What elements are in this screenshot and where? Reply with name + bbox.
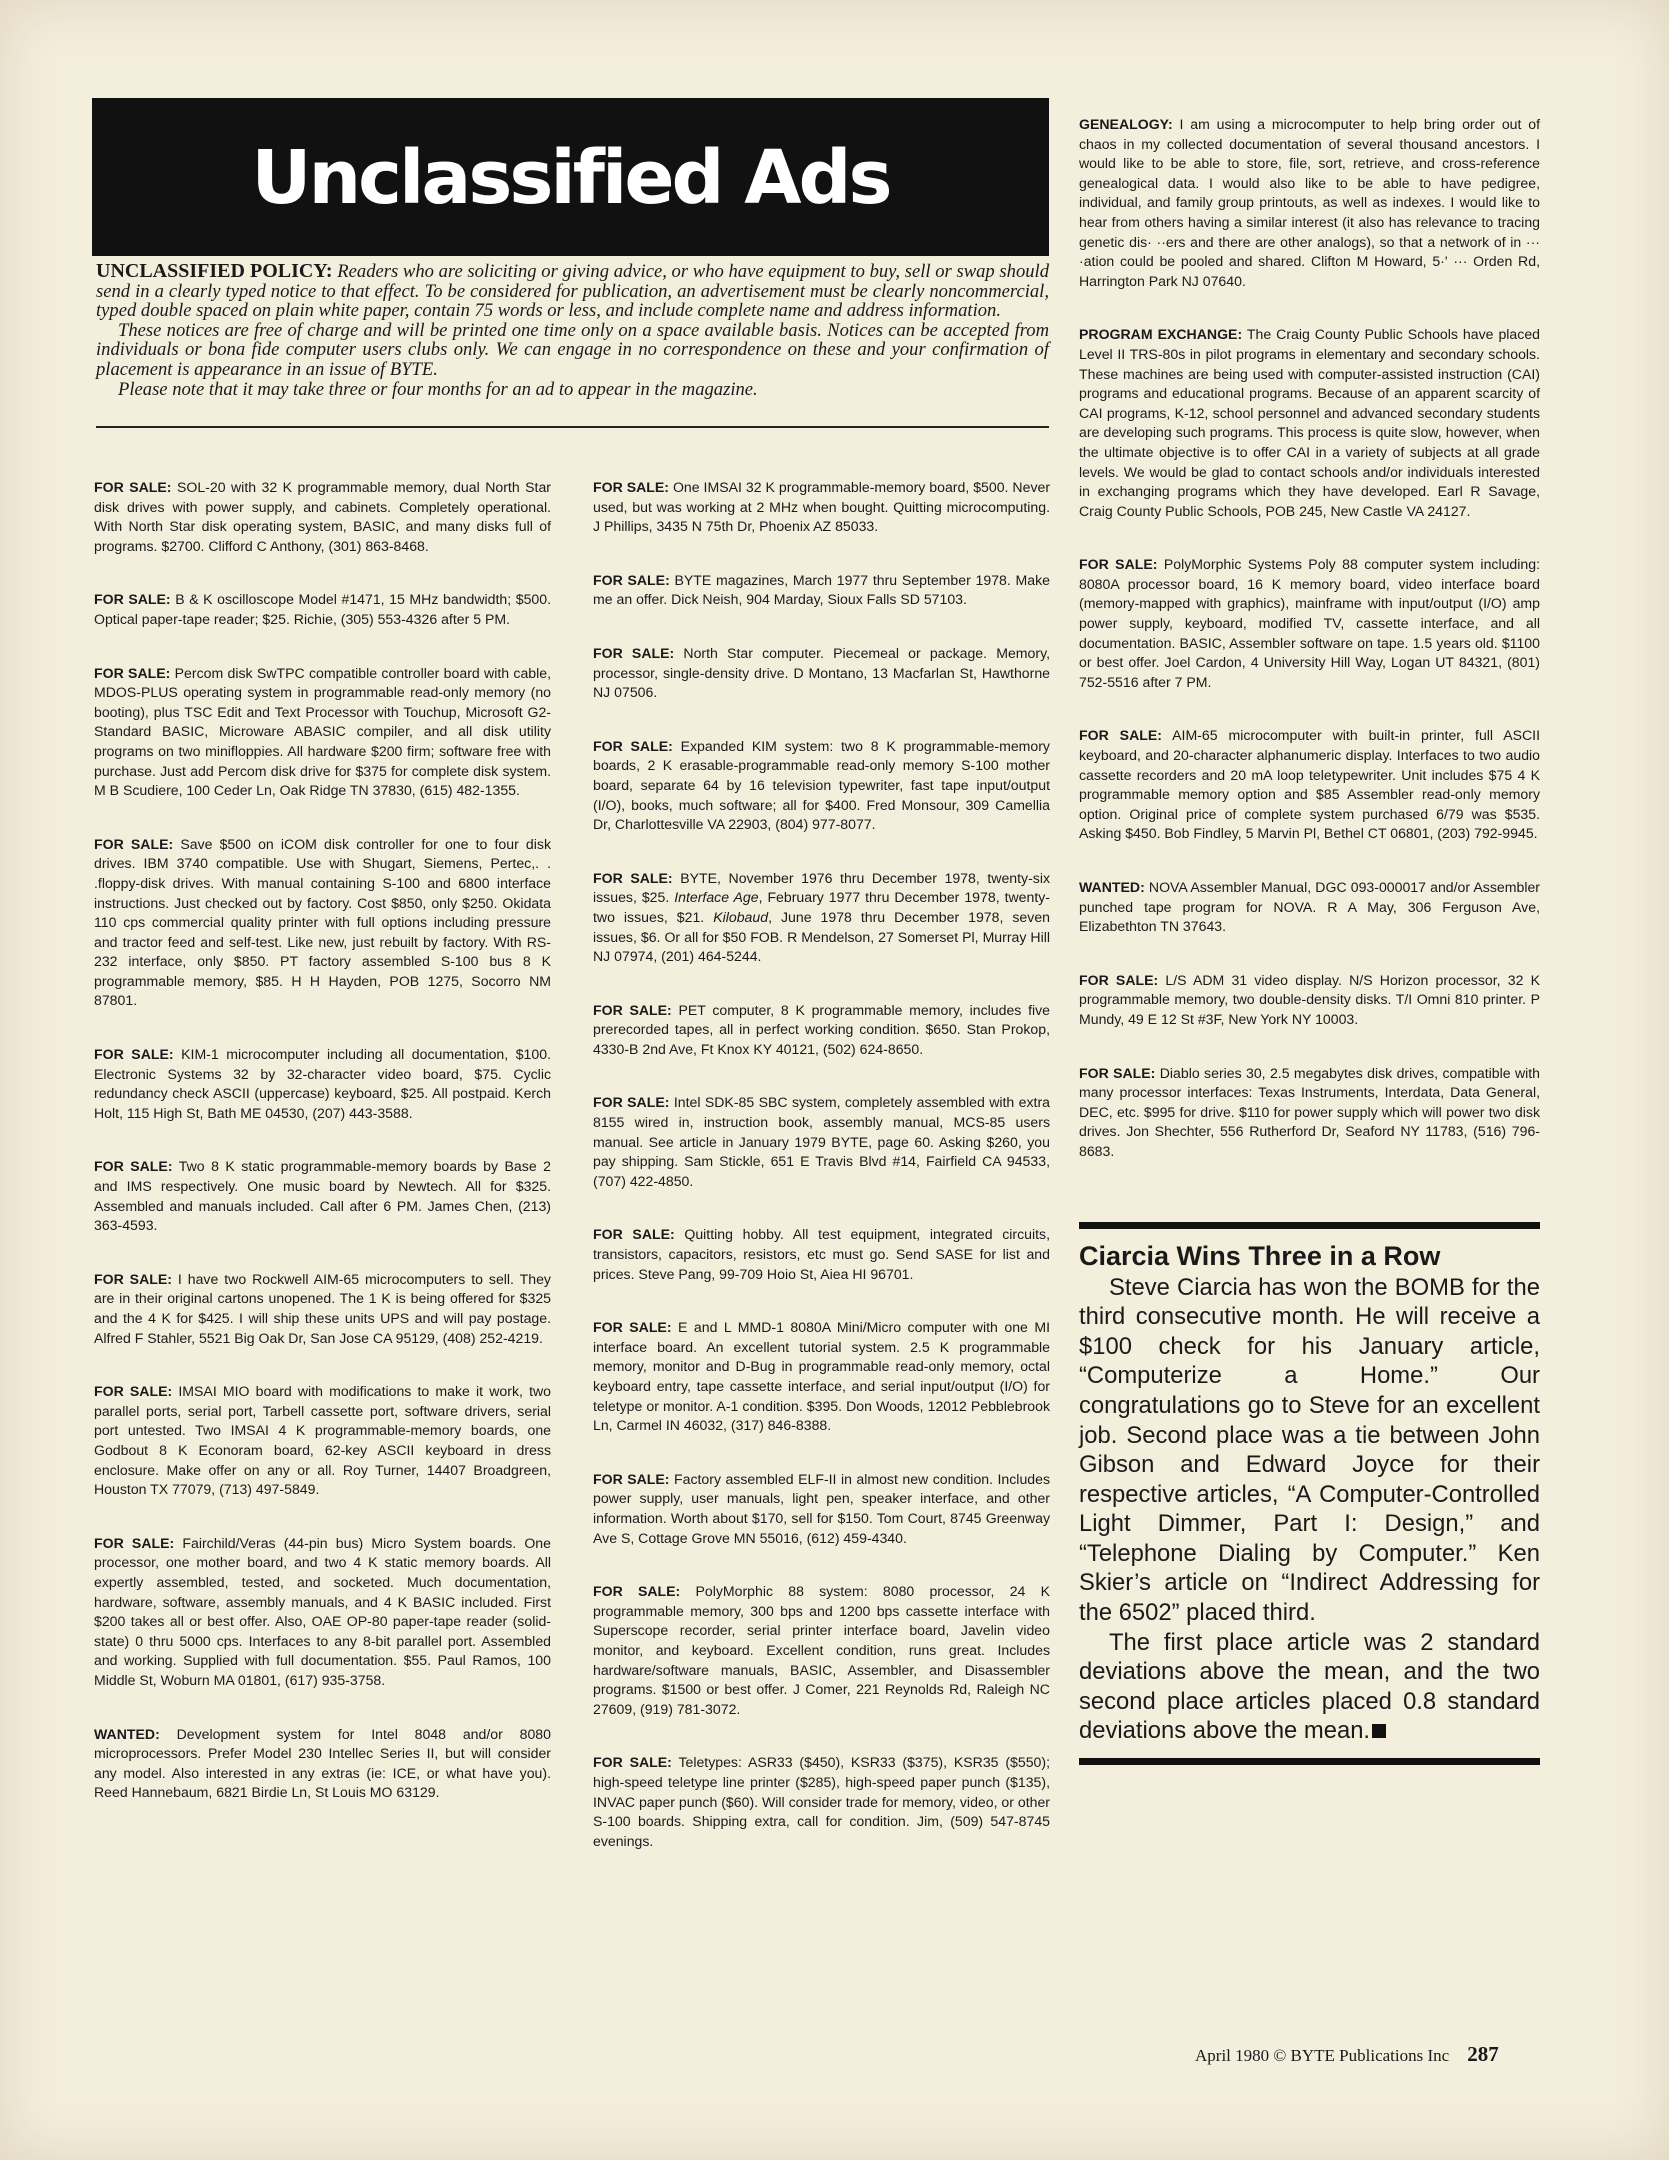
ad-item — [94, 590, 551, 629]
ad-text: KIM-1 microcomputer including all documentation, $100. Electronic Systems 32 by 32-character video board, $75. Cyclic redundancy check ASCII (uppercase) keyboard, $25. All postpaid. Kerch Holt, 115 High St, Bath ME 04530, (207) 443-3588. — [94, 1046, 551, 1121]
ads-column-1 — [94, 478, 551, 1803]
ad-item — [593, 478, 1050, 537]
ad-item — [94, 664, 551, 801]
box-bottom-rule — [1079, 1758, 1540, 1765]
ad-heading: FOR SALE: — [593, 737, 673, 754]
ad-item — [1079, 1064, 1540, 1162]
ad-heading: FOR SALE: — [94, 591, 171, 608]
ad-text: PolyMorphic Systems Poly 88 computer system including: 8080A processor board, 16 K memory board, video interface board (memory-mapped with graphics), mainframe with input/output (I/O) amp power supply, keyboard, modified TV, cassette interface, and all documentation. BASIC, Assembler software on tape. 1.5 years old. $1100 or best offer. Joel Cardon, 4 University Hill Way, Logan UT 84321, (801) 752-5516 after 7 PM. — [1079, 556, 1540, 690]
ad-text: IMSAI MIO board with modifications to make it work, two parallel ports, serial port, Tarbell cassette port, software drivers, serial port untested. Two IMSAI 4 K programmable-memory boards, one Godbout 8 K Econoram board, 62-key ASCII keyboard in dress enclosure. Make offer on any or all. Roy Turner, 14407 Broadgreen, Houston TX 77079, (713) 497-5849. — [94, 1383, 552, 1498]
ad-item — [593, 869, 1050, 967]
ad-text: Two 8 K static programmable-memory boards by Base 2 and IMS respectively. One music board by Newtech. All for $325. Assembled and manuals included. Call after 6 PM. James Chen, (213) 363-4593. — [94, 1158, 551, 1234]
ad-heading: FOR SALE: — [593, 1094, 670, 1111]
ad-heading: PROGRAM EXCHANGE: — [1079, 326, 1243, 343]
ad-heading: FOR SALE: — [94, 1158, 173, 1175]
ad-heading: WANTED: — [94, 1725, 160, 1742]
ad-heading: FOR SALE: — [593, 1319, 672, 1336]
ad-heading: FOR SALE: — [593, 869, 673, 886]
ad-text: North Star computer. Piecemeal or package. Memory, processor, single-density drive. D Montano, 13 Macfarlan St, Hawthorne NJ 07506. — [593, 644, 1050, 701]
ad-text: L/S ADM 31 video display. N/S Horizon processor, 32 K programmable memory, two double-density disks. T/I Omni 810 printer. P Mundy, 49 E 12 St #3F, New York NY 10003. — [1079, 971, 1540, 1027]
ads-column-3 — [1079, 115, 1540, 1765]
ad-item — [593, 1093, 1050, 1191]
policy-divider — [96, 426, 1049, 428]
ad-item — [593, 1225, 1050, 1284]
ad-heading: FOR SALE: — [1079, 971, 1159, 988]
page-number: 287 — [1467, 2042, 1499, 2066]
ad-text: One IMSAI 32 K programmable-memory board, $500. Never used, but was working at 2 MHz when bought. Quitting microcomputing. J Phillips, 3435 N 75th Dr, Phoenix AZ 85033. — [593, 479, 1051, 535]
ad-text: Quitting hobby. All test equipment, integrated circuits, transistors, capacitors, resistors, etc must go. Send SASE for list and prices. Steve Pang, 99-709 Hoio St, Aiea HI 96701. — [593, 1226, 1050, 1282]
ad-text: AIM-65 microcomputer with built-in printer, full ASCII keyboard, and 20-character alphanumeric display. Interfaces to two audio cassette recorders and 20 mA loop teletypewriter. Unit includes $75 4 K programmable memory option and $85 Assembler read-only memory option. Original price of complete system purchased 6/79 was $535. Asking $450. Bob Findley, 5 Marvin Pl, Bethel CT 06801, (203) 792-9945. — [1079, 727, 1541, 842]
ad-text: Save $500 on iCOM disk controller for one to four disk drives. IBM 3740 compatible. Use with Shugart, Siemens, Pertec,. . .floppy-disk drives. With manual containing S-100 and 6800 interface instructions. Just checked out by factory. Cost $850, only $250. Okidata 110 cps commercial quality printer with full options including pressure and tractor feed and self-test. Like new, just rebuilt by factory. With RS-232 interface, only $850. PT factory assembled S-100 bus 8 K programmable memory, $85. H H Hayden, POB 1275, Socorro NM 87801. — [94, 835, 551, 1009]
ad-text: BYTE, November 1976 thru December 1978, twenty-six issues, $25. — [593, 869, 1051, 906]
ad-item — [1079, 971, 1540, 1030]
ad-item — [94, 478, 551, 556]
ad-text: , June 1978 thru December 1978, seven issues, $6. Or all for $50 FOB. R Mendelson, 27 Somerset Pl, Murray Hill NJ 07974, (201) 464-5244. — [593, 908, 1050, 965]
ad-item — [593, 1582, 1050, 1719]
policy-heading: UNCLASSIFIED POLICY: — [96, 260, 333, 282]
ad-text: PET computer, 8 K programmable memory, includes five prerecorded tapes, all in perfect working condition. $650. Stan Prokop, 4330-B 2nd Ave, Ft Knox KY 40121, (502) 624-8650. — [593, 1001, 1050, 1057]
ad-item — [593, 644, 1050, 703]
ad-item — [1079, 115, 1540, 291]
end-mark-icon — [1372, 1724, 1386, 1738]
ad-item — [593, 1001, 1050, 1060]
ad-heading: FOR SALE: — [593, 1001, 672, 1018]
ad-text: I am using a microcomputer to help bring order out of chaos in my collected documentation of several thousand ancestors. I would like to be able to store, file, sort, retrieve, and cross-reference genealogical data. I would also like to be able to have pedigree, individual, and family group printouts, as well as indexes. I would like to hear from others having a similar interest (it also has relevance to tracing genetic dis· ··ers and there are other analogs), so that a network of in ··· ·ation could be pooled and shared. Clifton M Howard, 5·' ··· Orden Rd, Harrington Park NJ 07640. — [1079, 116, 1540, 289]
box-para-2 — [1079, 1628, 1540, 1746]
ad-heading: FOR SALE: — [593, 479, 669, 495]
ad-text: I have two Rockwell AIM-65 microcomputers to sell. They are in their original cartons unopened. The 1 K is being offered for $325 and the 4 K for $425. I will ship these units UPS and will pay postage. Alfred F Stahler, 5521 Big Oak Dr, San Jose CA 95129, (408) 252-4219. — [94, 1270, 551, 1346]
box-para-2-text: The first place article was 2 standard deviations above the mean, and the two second place articles placed 0.8 standard deviations above the mean. — [1079, 1628, 1540, 1745]
ad-text: PolyMorphic 88 system: 8080 processor, 24 K programmable memory, 300 bps and 1200 bps cassette interface with Superscope recorder, serial printer interface board, Javelin video monitor, and keyboard. Excellent condition, runs great. Includes hardware/software manuals, BASIC, Assembler, and Disassembler programs. $1500 or best offer. J Comer, 221 Reynolds Rd, Raleigh NC 27609, (919) 781-3072. — [593, 1583, 1050, 1717]
ad-heading: FOR SALE: — [593, 1754, 672, 1771]
ad-text: Diablo series 30, 2.5 megabytes disk drives, compatible with many processor interfaces: Texas Instruments, Interdata, Data General, DEC, etc. $995 for drive. $110 for power supply which will power two disk drives. Jon Shechter, 556 Rutherford Dr, Seaford NY 11783, (516) 796-8683. — [1079, 1064, 1541, 1159]
ad-heading: FOR SALE: — [593, 1470, 670, 1487]
ad-heading: FOR SALE: — [1079, 727, 1162, 744]
ads-column-2 — [593, 478, 1050, 1851]
ad-text: Percom disk SwTPC compatible controller board with cable, MDOS-PLUS operating system in programmable read-only memory (no booting), plus TSC Edit and Text Processor with Touchup, Microsoft G2-Standard BASIC, Microware ABASIC compiler, and all disk utility programs on two minifloppies. All hardware $200 firm; software free with purchase. Just add Percom disk drive for $375 for complete disk system. M B Scudiere, 100 Ceder Ln, Oak Ridge TN 37830, (615) 482-1355. — [94, 664, 552, 799]
policy-para-1 — [96, 262, 1049, 321]
ad-text: Intel SDK-85 SBC system, completely assembled with extra 8155 wired in, instruction book, assembly manual, MCS-85 users manual. See article in January 1979 BYTE, page 60. Asking $260, you pay shipping. Sam Stickle, 651 E Travis Blvd #14, Fairfield CA 94533, (707) 422-4850. — [593, 1094, 1050, 1189]
ad-item — [94, 1045, 551, 1123]
ad-heading: FOR SALE: — [593, 1226, 675, 1243]
ad-heading: FOR SALE: — [593, 571, 670, 588]
ad-text: SOL-20 with 32 K programmable memory, dual North Star disk drives with power supply, and cabinets. Completely operational. With North Star disk operating system, BASIC, and many disks full of programs. $2700. Clifford C Anthony, (301) 863-8468. — [94, 479, 551, 554]
box-top-rule — [1079, 1222, 1540, 1229]
ad-heading: FOR SALE: — [94, 1046, 174, 1063]
ad-item — [593, 1470, 1050, 1548]
page-footer — [1195, 2042, 1499, 2067]
header-banner — [92, 98, 1049, 256]
ad-heading: FOR SALE: — [94, 479, 172, 495]
ad-heading: FOR SALE: — [593, 1583, 681, 1600]
issue-credit: April 1980 © BYTE Publications Inc — [1195, 2046, 1450, 2065]
ad-item — [593, 571, 1050, 610]
box-title: Ciarcia Wins Three in a Row — [1079, 1240, 1441, 1271]
ad-item — [94, 1270, 551, 1348]
ad-item — [94, 1157, 551, 1235]
ad-item — [94, 835, 551, 1011]
ad-heading: FOR SALE: — [94, 1270, 172, 1287]
ad-text: E and L MMD-1 8080A Mini/Micro computer with one MI interface board. An excellent tutorial system. 2.5 K programmable memory, monitor and D-Bug in programmable read-only memory, octal keyboard entry, tape cassette interface, and serial input/output (I/O) for teletype or monitor. A-1 condition. $395. Don Woods, 12012 Pebblebrook Ln, Carmel IN 46032, (317) 846-8388. — [593, 1319, 1051, 1434]
ad-item — [94, 1725, 551, 1803]
ad-text: Factory assembled ELF-II in almost new condition. Includes power supply, user manuals, light pen, speaker interface, and other information. Worth about $170, sell for $150. Tom Court, 8745 Greenway Ave S, Cottage Grove MN 55016, (612) 459-4340. — [593, 1470, 1051, 1546]
ad-item — [1079, 325, 1540, 521]
ad-item — [593, 1318, 1050, 1436]
ad-heading: FOR SALE: — [1079, 556, 1158, 573]
ad-heading: GENEALOGY: — [1079, 116, 1173, 132]
ad-text: Expanded KIM system: two 8 K programmable-memory boards, 2 K erasable-programmable read-only memory S-100 mother board, separate 64 by 16 television typewriter, fast tape input/output (I/O), books, much software; all for $400. Fred Monsour, 309 Camellia Dr, Charlottesville VA 22903, (804) 977-8077. — [593, 737, 1050, 833]
magazine-title: Kilobaud — [713, 908, 769, 925]
ad-text: , February 1977 thru December 1978, twenty-two issues, $21. — [593, 889, 1050, 925]
policy-para-3: Please note that it may take three or four months for an ad to appear in the magazine. — [118, 378, 758, 400]
ad-heading: FOR SALE: — [94, 1383, 173, 1400]
magazine-title: Interface Age — [674, 889, 759, 906]
ad-text: NOVA Assembler Manual, DGC 093-000017 and/or Assembler punched tape program for NOVA. R A May, 306 Ferguson Ave, Elizabethton TN 37643. — [1079, 879, 1540, 935]
policy-para-2: These notices are free of charge and will be printed one time only on a space available basis. Notices can be accepted from individuals or bona fide computer users clubs only. We can engage in no correspondence on these and your confirmation of placement is appearance in an issue of BYTE. — [96, 319, 1049, 380]
box-article — [1079, 1273, 1540, 1747]
ad-heading: FOR SALE: — [593, 644, 675, 661]
ad-heading: WANTED: — [1079, 879, 1145, 895]
ad-text: Development system for Intel 8048 and/or 8080 microprocessors. Prefer Model 230 Intellec Series II, but will consider any model. Also interested in any extras (ie: ICE, or what have you). Reed Hannebaum, 6821 Birdie Ln, St Louis MO 63129. — [94, 1725, 551, 1801]
ad-text: Fairchild/Veras (44-pin bus) Micro System boards. One processor, one mother board, and two 4 K static memory boards. All expertly assembled, tested, and socketed. Much documentation, hardware, software, assembly manuals, and 4 K BASIC included. First $200 takes all or best offer. Also, OAE OP-80 paper-tape reader (solid-state) 0 thru 5000 cps. Interfaces to any 8-bit parallel port. Assembled and working. Supplied with full documentation. $55. Paul Ramos, 100 Middle St, Woburn MA 01801, (617) 935-3758. — [94, 1534, 551, 1688]
ad-item — [94, 1534, 551, 1691]
ad-heading: FOR SALE: — [94, 664, 171, 681]
ad-text: Teletypes: ASR33 ($450), KSR33 ($375), KSR35 ($550); high-speed teletype line printer ($285), high-speed paper punch ($135), INVAC paper punch ($60). Will consider trade for memory, video, or other S-100 boards. Shipping extra, call for condition. Jim, (509) 547-8745 evenings. — [593, 1754, 1050, 1849]
ad-heading: FOR SALE: — [1079, 1064, 1156, 1081]
ad-item — [593, 1753, 1050, 1851]
policy-notice — [96, 262, 1049, 399]
box-para-1: Steve Ciarcia has won the BOMB for the third consecutive month. He will receive a $100 check for his January article, “Computerize a Home.” Our congratulations go to Steve for an excellent job. Second place was a tie between John Gibson and Edward Joyce for their respective articles, “A Computer-Controlled Light Dimmer, Part I: Design,” and “Telephone Dialing by Computer.” Ken Skier’s article on “Indirect Addressing for the 6502” placed third. — [1079, 1273, 1540, 1627]
ad-text: BYTE magazines, March 1977 thru September 1978. Make me an offer. Dick Neish, 904 Marday, Sioux Falls SD 57103. — [593, 571, 1050, 608]
ad-item — [1079, 555, 1540, 692]
ad-item — [593, 737, 1050, 835]
policy-text-1: Readers who are soliciting or giving advice, or who have equipment to buy, sell or swap should send in a clearly typed notice to that effect. To be considered for publication, an advertisement must be clearly noncommercial, typed double spaced on plain white paper, contain 75 words or less, and include complete name and address information. — [96, 261, 1049, 322]
ad-item — [1079, 878, 1540, 937]
ad-heading: FOR SALE: — [94, 1534, 175, 1551]
ad-item — [94, 1382, 551, 1500]
ad-text: The Craig County Public Schools have placed Level II TRS-80s in pilot programs in elementary and secondary schools. These machines are being used with computer-assisted instruction (CAI) programs and educational programs. Because of an apparent scarcity of CAI programs, K-12, school personnel and advanced secondary students are developing such programs. This process is quite slow, however, when the ultimate objective is to offer CAI in a variety of subjects at all grade levels. We would be glad to contact schools and/or individuals interested in exchanging programs which they have developed. Earl R Savage, Craig County Public Schools, POB 245, New Castle VA 24127. — [1079, 326, 1540, 519]
ad-text: B & K oscilloscope Model #1471, 15 MHz bandwidth; $500. Optical paper-tape reader; $25. Richie, (305) 553-4326 after 5 PM. — [94, 591, 552, 627]
ad-heading: FOR SALE: — [94, 835, 174, 852]
ad-item — [1079, 726, 1540, 844]
section-title: Unclassified Ads — [251, 135, 890, 221]
